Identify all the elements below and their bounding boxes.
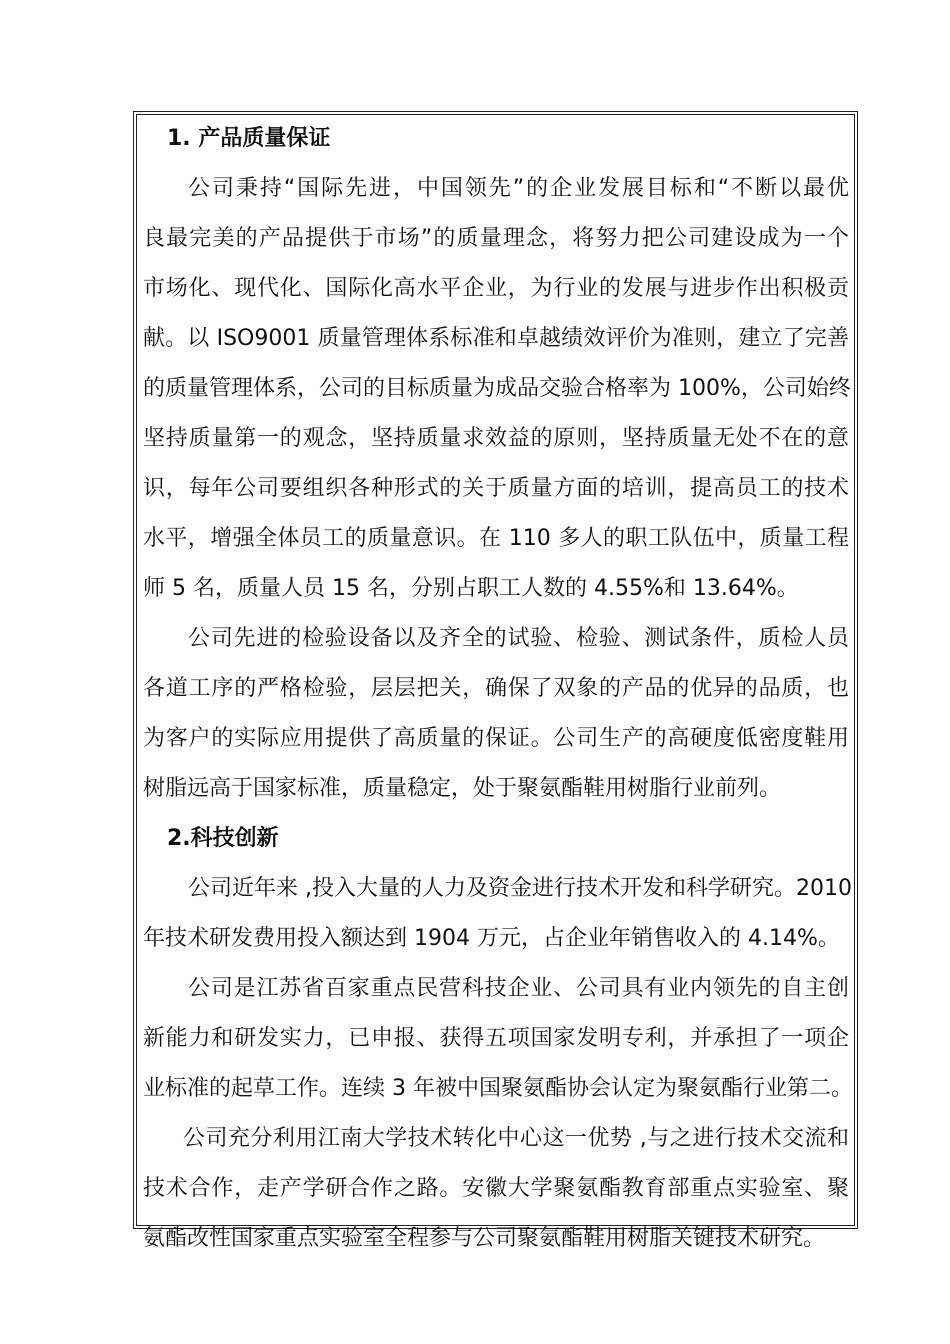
paragraph-line: 年技术研发费用投入额达到 1904 万元，占企业年销售收入的 4.14%。 <box>143 926 840 951</box>
paragraph-line: 技术合作，走产学研合作之路。安徽大学聚氨酯教育部重点实验室、聚 <box>143 1176 849 1201</box>
document-body <box>143 114 853 1264</box>
paragraph-line: 为客户的实际应用提供了高质量的保证。公司生产的高硬度低密度鞋用 <box>143 726 849 751</box>
section-heading-quality: 1. 产品质量保证 <box>167 126 331 151</box>
paragraph-line: 氨酯改性国家重点实验室全程参与公司聚氨酯鞋用树脂关键技术研究。 <box>143 1226 826 1251</box>
paragraph-line: 公司充分利用江南大学技术转化中心这一优势 ,与之进行技术交流和 <box>183 1126 849 1151</box>
paragraph-line: 师 5 名，质量人员 15 名，分别占职工人数的 4.55%和 13.64%。 <box>143 576 799 601</box>
section-heading-innovation: 2.科技创新 <box>167 826 279 851</box>
paragraph-line: 公司秉持“国际先进，中国领先”的企业发展目标和“不断以最优 <box>188 176 849 201</box>
paragraph-line: 水平，增强全体员工的质量意识。在 110 多人的职工队伍中，质量工程 <box>143 526 849 551</box>
paragraph-line: 坚持质量第一的观念，坚持质量求效益的原则，坚持质量无处不在的意 <box>143 426 849 451</box>
paragraph-line: 树脂远高于国家标准，质量稳定，处于聚氨酯鞋用树脂行业前列。 <box>143 776 782 801</box>
paragraph-line: 识，每年公司要组织各种形式的关于质量方面的培训，提高员工的技术 <box>143 476 849 501</box>
paragraph-line: 献。以 ISO9001 质量管理体系标准和卓越绩效评价为准则，建立了完善 <box>143 326 849 351</box>
paragraph-line: 的质量管理体系，公司的目标质量为成品交验合格率为 100%，公司始终 <box>143 376 851 401</box>
paragraph-line: 市场化、现代化、国际化高水平企业，为行业的发展与进步作出积极贡 <box>143 276 849 301</box>
paragraph-line: 公司先进的检验设备以及齐全的试验、检验、测试条件，质检人员 <box>188 626 849 651</box>
paragraph-line: 新能力和研发实力，已申报、获得五项国家发明专利，并承担了一项企 <box>143 1026 849 1051</box>
paragraph-line: 良最完美的产品提供于市场”的质量理念，将努力把公司建设成为一个 <box>143 226 849 251</box>
paragraph-line: 公司是江苏省百家重点民营科技企业、公司具有业内领先的自主创 <box>188 976 849 1001</box>
paragraph-line: 公司近年来 ,投入大量的人力及资金进行技术开发和科学研究。2010 <box>188 876 852 901</box>
paragraph-line: 业标准的起草工作。连续 3 年被中国聚氨酯协会认定为聚氨酯行业第二。 <box>143 1076 853 1101</box>
paragraph-line: 各道工序的严格检验，层层把关，确保了双象的产品的优异的品质，也 <box>143 676 849 701</box>
